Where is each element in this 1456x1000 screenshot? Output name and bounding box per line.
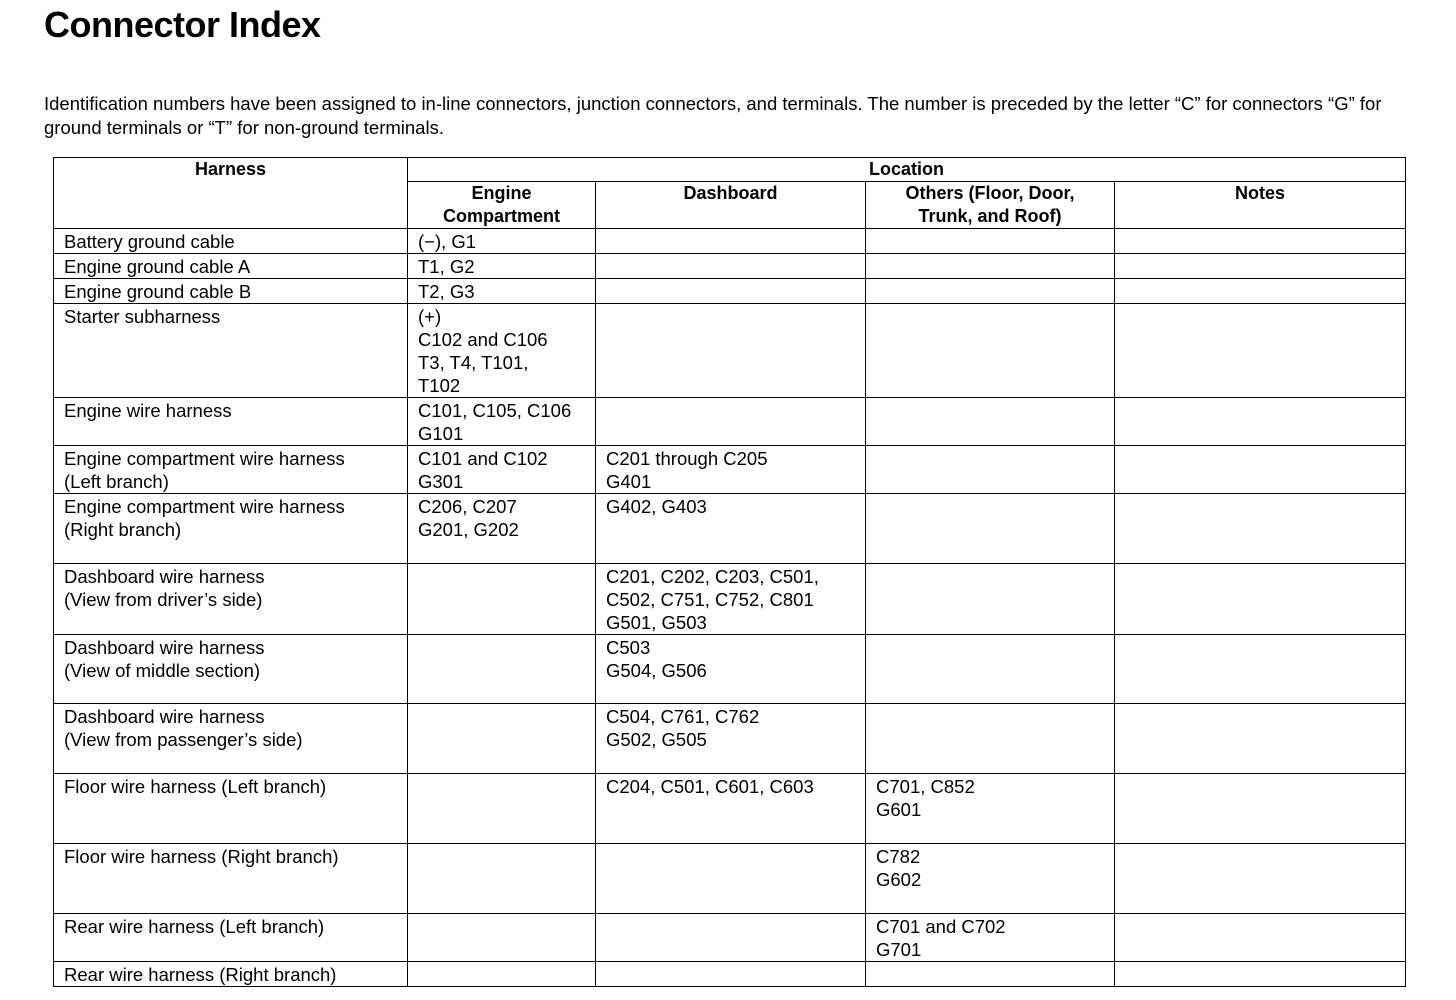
cell-others: [866, 635, 1115, 704]
cell-others: [866, 564, 1115, 635]
cell-harness: Battery ground cable: [54, 229, 408, 254]
cell-notes: [1115, 564, 1406, 635]
cell-dashboard: [596, 229, 866, 254]
cell-notes: [1115, 304, 1406, 398]
cell-others: C782 G602: [866, 844, 1115, 914]
cell-dashboard: [596, 844, 866, 914]
cell-others: [866, 494, 1115, 564]
header-dashboard: Dashboard: [596, 182, 866, 229]
cell-others: [866, 229, 1115, 254]
header-engine-compartment: Engine Compartment: [408, 182, 596, 229]
header-location: Location: [408, 158, 1406, 182]
cell-dashboard: [596, 279, 866, 304]
cell-notes: [1115, 254, 1406, 279]
table-row: [54, 635, 1406, 704]
cell-dashboard: [596, 304, 866, 398]
cell-engine: T2, G3: [408, 279, 596, 304]
table-row: [54, 774, 1406, 844]
table-row: [54, 398, 1406, 446]
cell-others: [866, 446, 1115, 494]
cell-others: [866, 704, 1115, 774]
table-row: [54, 962, 1406, 987]
cell-notes: [1115, 446, 1406, 494]
table-row: [54, 279, 1406, 304]
cell-engine: [408, 564, 596, 635]
cell-others: C701 and C702 G701: [866, 914, 1115, 962]
cell-others: [866, 254, 1115, 279]
table-row: [54, 254, 1406, 279]
cell-notes: [1115, 398, 1406, 446]
header-harness: Harness: [54, 158, 408, 229]
table-row: [54, 704, 1406, 774]
cell-harness: Engine wire harness: [54, 398, 408, 446]
cell-engine: [408, 774, 596, 844]
cell-notes: [1115, 494, 1406, 564]
cell-harness: Starter subharness: [54, 304, 408, 398]
cell-dashboard: C204, C501, C601, C603: [596, 774, 866, 844]
cell-dashboard: C201 through C205 G401: [596, 446, 866, 494]
cell-engine: T1, G2: [408, 254, 596, 279]
table-row: [54, 304, 1406, 398]
cell-harness: Engine compartment wire harness (Right branch): [54, 494, 408, 564]
cell-engine: [408, 635, 596, 704]
connector-index-table: [53, 157, 1406, 987]
cell-harness: Engine compartment wire harness (Left branch): [54, 446, 408, 494]
cell-engine: (−), G1: [408, 229, 596, 254]
cell-harness: Floor wire harness (Left branch): [54, 774, 408, 844]
header-notes: Notes: [1115, 182, 1406, 229]
cell-notes: [1115, 704, 1406, 774]
table-row: [54, 844, 1406, 914]
cell-engine: [408, 962, 596, 987]
header-others: Others (Floor, Door, Trunk, and Roof): [866, 182, 1115, 229]
cell-harness: Dashboard wire harness (View from passenger’s side): [54, 704, 408, 774]
cell-notes: [1115, 914, 1406, 962]
cell-notes: [1115, 635, 1406, 704]
cell-notes: [1115, 774, 1406, 844]
table-row: [54, 446, 1406, 494]
table-row: [54, 914, 1406, 962]
cell-dashboard: [596, 398, 866, 446]
cell-notes: [1115, 279, 1406, 304]
cell-dashboard: G402, G403: [596, 494, 866, 564]
cell-notes: [1115, 962, 1406, 987]
table-row: [54, 494, 1406, 564]
cell-dashboard: [596, 914, 866, 962]
cell-harness: Rear wire harness (Right branch): [54, 962, 408, 987]
cell-engine: [408, 844, 596, 914]
cell-engine: [408, 914, 596, 962]
cell-dashboard: C503 G504, G506: [596, 635, 866, 704]
cell-dashboard: [596, 962, 866, 987]
cell-others: C701, C852 G601: [866, 774, 1115, 844]
cell-engine: C206, C207 G201, G202: [408, 494, 596, 564]
intro-paragraph: Identification numbers have been assigned to in-line connectors, junction connectors, and terminals. The number is preceded by the letter “C” for connectors “G” for ground terminals or “T” for non-ground terminals.: [44, 93, 1382, 138]
cell-harness: Rear wire harness (Left branch): [54, 914, 408, 962]
cell-engine: [408, 704, 596, 774]
cell-notes: [1115, 229, 1406, 254]
cell-harness: Engine ground cable B: [54, 279, 408, 304]
cell-others: [866, 962, 1115, 987]
cell-engine: (+) C102 and C106 T3, T4, T101, T102: [408, 304, 596, 398]
cell-engine: C101, C105, C106 G101: [408, 398, 596, 446]
cell-harness: Dashboard wire harness (View of middle section): [54, 635, 408, 704]
page-title: Connector Index: [44, 4, 321, 45]
cell-dashboard: C201, C202, C203, C501, C502, C751, C752, C801 G501, G503: [596, 564, 866, 635]
cell-engine: C101 and C102 G301: [408, 446, 596, 494]
cell-others: [866, 279, 1115, 304]
cell-others: [866, 398, 1115, 446]
cell-dashboard: C504, C761, C762 G502, G505: [596, 704, 866, 774]
cell-harness: Floor wire harness (Right branch): [54, 844, 408, 914]
cell-others: [866, 304, 1115, 398]
table-row: [54, 229, 1406, 254]
cell-dashboard: [596, 254, 866, 279]
table-row: [54, 564, 1406, 635]
cell-notes: [1115, 844, 1406, 914]
cell-harness: Dashboard wire harness (View from driver’s side): [54, 564, 408, 635]
cell-harness: Engine ground cable A: [54, 254, 408, 279]
